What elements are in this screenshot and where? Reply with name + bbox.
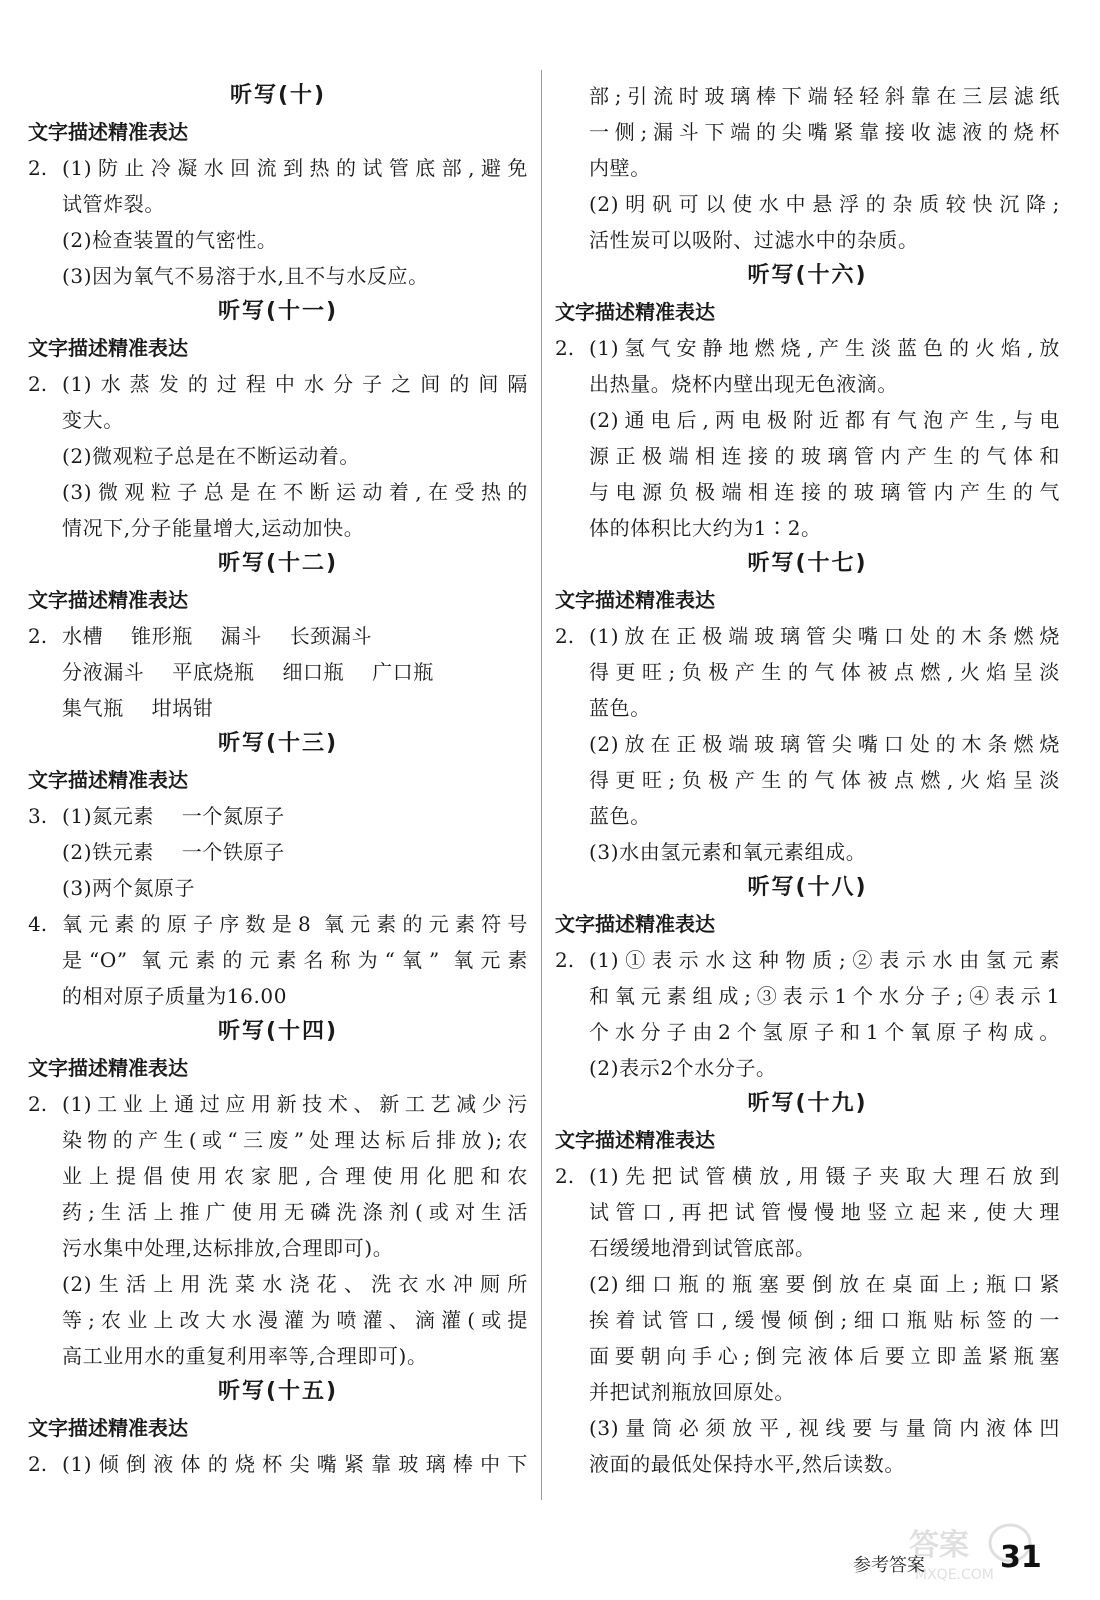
svg-text:MXQE.COM: MXQE.COM	[915, 1567, 994, 1583]
answer-line: (3)水由氢元素和氧元素组成。	[589, 840, 867, 864]
answer-line: 一侧;漏斗下端的尖嘴紧靠接收滤液的烧杯	[589, 120, 1060, 144]
answer-item	[555, 330, 1060, 546]
answer-line: (3)因为氧气不易溶于水,且不与水反应。	[62, 264, 429, 288]
answer-line: 药;生活上推广使用无磷洗涤剂(或对生活	[62, 1200, 528, 1224]
answer-line: (2)微观粒子总是在不断运动着。	[62, 444, 360, 468]
answer-line: 氧元素的原子序数是8 氧元素的元素符号	[62, 912, 528, 936]
item-number: 2.	[28, 624, 48, 648]
item-number: 4.	[28, 912, 48, 936]
answer-line: 水槽 锥形瓶 漏斗 长颈漏斗	[62, 624, 373, 648]
section-title: 听写(十)	[229, 83, 327, 108]
answer-line: (1)氮元素 一个氮原子	[62, 804, 285, 828]
answer-line: 挨着试管口,缓慢倾倒;细口瓶贴标签的一	[589, 1308, 1060, 1332]
answer-line: 面要朝向手心;倒完液体后要立即盖紧瓶塞	[589, 1344, 1060, 1368]
left-column	[28, 78, 528, 1482]
section-subtitle: 文字描述精准表达	[555, 588, 715, 612]
answer-line: (2)生活上用洗菜水浇花、洗衣水冲厕所	[62, 1272, 528, 1296]
answer-line: 源正极端相连接的玻璃管内产生的气体和	[589, 444, 1060, 468]
answer-line: 试管炸裂。	[62, 192, 165, 216]
answer-line: 分液漏斗 平底烧瓶 细口瓶 广口瓶	[62, 660, 434, 684]
item-number: 2.	[28, 156, 48, 180]
answer-line: 等;农业上改大水漫灌为喷灌、滴灌(或提	[62, 1308, 528, 1332]
answer-line: 蓝色。	[589, 804, 651, 828]
answer-line: 染物的产生(或“三废”处理达标后排放);农	[62, 1128, 528, 1152]
answer-line: (3)微观粒子总是在不断运动着,在受热的	[62, 480, 528, 504]
answer-line: 和氧元素组成;③表示1个水分子;④表示1	[589, 984, 1060, 1008]
answer-line: (1)氢气安静地燃烧,产生淡蓝色的火焰,放	[589, 336, 1060, 360]
item-number: 2.	[28, 372, 48, 396]
section-title: 听写(十二)	[217, 551, 339, 576]
answer-line: (1)水蒸发的过程中水分子之间的间隔	[62, 372, 528, 396]
item-number: 2.	[555, 1164, 575, 1188]
section-title: 听写(十九)	[747, 1091, 868, 1116]
answer-item	[555, 1158, 1060, 1482]
answer-line: 与电源负极端相连接的玻璃管内产生的气	[589, 480, 1060, 504]
section-title: 听写(十六)	[747, 263, 868, 288]
answer-line: 集气瓶 坩埚钳	[62, 696, 214, 720]
answer-line: (3)量筒必须放平,视线要与量筒内液体凹	[589, 1416, 1060, 1440]
answer-line: (2)表示2个水分子。	[589, 1056, 777, 1080]
section-subtitle: 文字描述精准表达	[28, 588, 188, 612]
answer-line: 体的体积比大约为1∶2。	[589, 516, 822, 540]
footer-label: 参考答案	[853, 1555, 925, 1576]
section-title: 听写(十一)	[217, 299, 339, 324]
answer-line: 得更旺;负极产生的气体被点燃,火焰呈淡	[589, 660, 1060, 684]
answer-line: (2)放在正极端玻璃管尖嘴口处的木条燃烧	[589, 732, 1060, 756]
column-divider	[541, 70, 542, 1500]
answer-line: 是“O” 氧元素的元素名称为“氧” 氧元素	[62, 948, 528, 972]
answer-item	[555, 942, 1060, 1086]
section-subtitle: 文字描述精准表达	[28, 1056, 188, 1080]
section-title: 听写(十八)	[747, 875, 868, 900]
answer-item	[28, 906, 528, 1014]
answer-line: (2)铁元素 一个铁原子	[62, 840, 285, 864]
answer-line: 业上提倡使用农家肥,合理使用化肥和农	[62, 1164, 528, 1188]
answer-line: 情况下,分子能量增大,运动加快。	[62, 516, 365, 540]
answer-item	[28, 366, 528, 546]
answer-item	[28, 618, 528, 726]
answer-line: 石缓缓地滑到试管底部。	[589, 1236, 816, 1260]
answer-line: 试管口,再把试管慢慢地竖立起来,使大理	[589, 1200, 1060, 1224]
answer-item	[28, 1086, 528, 1374]
answer-line: (2)通电后,两电极附近都有气泡产生,与电	[589, 408, 1060, 432]
section-subtitle: 文字描述精准表达	[28, 768, 188, 792]
item-number: 2.	[555, 336, 575, 360]
section-subtitle: 文字描述精准表达	[28, 1416, 188, 1440]
answer-item	[28, 1446, 528, 1482]
answer-item	[28, 798, 528, 906]
section-subtitle: 文字描述精准表达	[555, 912, 715, 936]
answer-line: (2)明矾可以使水中悬浮的杂质较快沉降;	[589, 192, 1060, 216]
answer-line: 并把试剂瓶放回原处。	[589, 1380, 795, 1404]
answer-line: (1)防止冷凝水回流到热的试管底部,避免	[62, 156, 528, 180]
section-subtitle: 文字描述精准表达	[555, 1128, 715, 1152]
section-subtitle: 文字描述精准表达	[28, 336, 188, 360]
answer-line: 蓝色。	[589, 696, 651, 720]
page-number: 31	[1000, 1540, 1042, 1575]
section-title: 听写(十三)	[217, 731, 339, 756]
section-title: 听写(十七)	[747, 551, 868, 576]
continued-answer	[589, 78, 1060, 258]
answer-line: (2)检查装置的气密性。	[62, 228, 278, 252]
answer-line: (1)倾倒液体的烧杯尖嘴紧靠玻璃棒中下	[62, 1452, 528, 1476]
answer-line: 得更旺;负极产生的气体被点燃,火焰呈淡	[589, 768, 1060, 792]
item-number: 2.	[555, 624, 575, 648]
section-subtitle: 文字描述精准表达	[555, 300, 715, 324]
answer-line: (1)先把试管横放,用镊子夹取大理石放到	[589, 1164, 1060, 1188]
item-number: 2.	[28, 1092, 48, 1116]
section-title: 听写(十四)	[217, 1019, 339, 1044]
answer-line: 活性炭可以吸附、过滤水中的杂质。	[589, 228, 919, 252]
answer-line: 变大。	[62, 408, 124, 432]
answer-line: (2)细口瓶的瓶塞要倒放在桌面上;瓶口紧	[589, 1272, 1060, 1296]
answer-line: 内壁。	[589, 156, 651, 180]
answer-line: 的相对原子质量为16.00	[62, 984, 288, 1008]
answer-line: 个水分子由2个氢原子和1个氧原子构成。	[589, 1020, 1060, 1044]
section-subtitle: 文字描述精准表达	[28, 120, 188, 144]
answer-item	[28, 150, 528, 294]
answer-line: (3)两个氮原子	[62, 876, 196, 900]
svg-text:答案: 答案	[909, 1528, 969, 1563]
item-number: 2.	[28, 1452, 48, 1476]
answer-line: 污水集中处理,达标排放,合理即可)。	[62, 1236, 394, 1260]
item-number: 3.	[28, 804, 48, 828]
right-column	[555, 78, 1060, 1482]
answer-item	[555, 618, 1060, 870]
answer-line: 出热量。烧杯内壁出现无色液滴。	[589, 372, 898, 396]
answer-line: (1)工业上通过应用新技术、新工艺减少污	[62, 1092, 528, 1116]
item-number: 2.	[555, 948, 575, 972]
answer-line: 高工业用水的重复利用率等,合理即可)。	[62, 1344, 428, 1368]
answer-line: (1)①表示水这种物质;②表示水由氢元素	[589, 948, 1060, 972]
answer-line: (1)放在正极端玻璃管尖嘴口处的木条燃烧	[589, 624, 1060, 648]
answer-line: 部;引流时玻璃棒下端轻轻斜靠在三层滤纸	[589, 84, 1060, 108]
section-title: 听写(十五)	[217, 1379, 339, 1404]
answer-line: 液面的最低处保持水平,然后读数。	[589, 1452, 905, 1476]
